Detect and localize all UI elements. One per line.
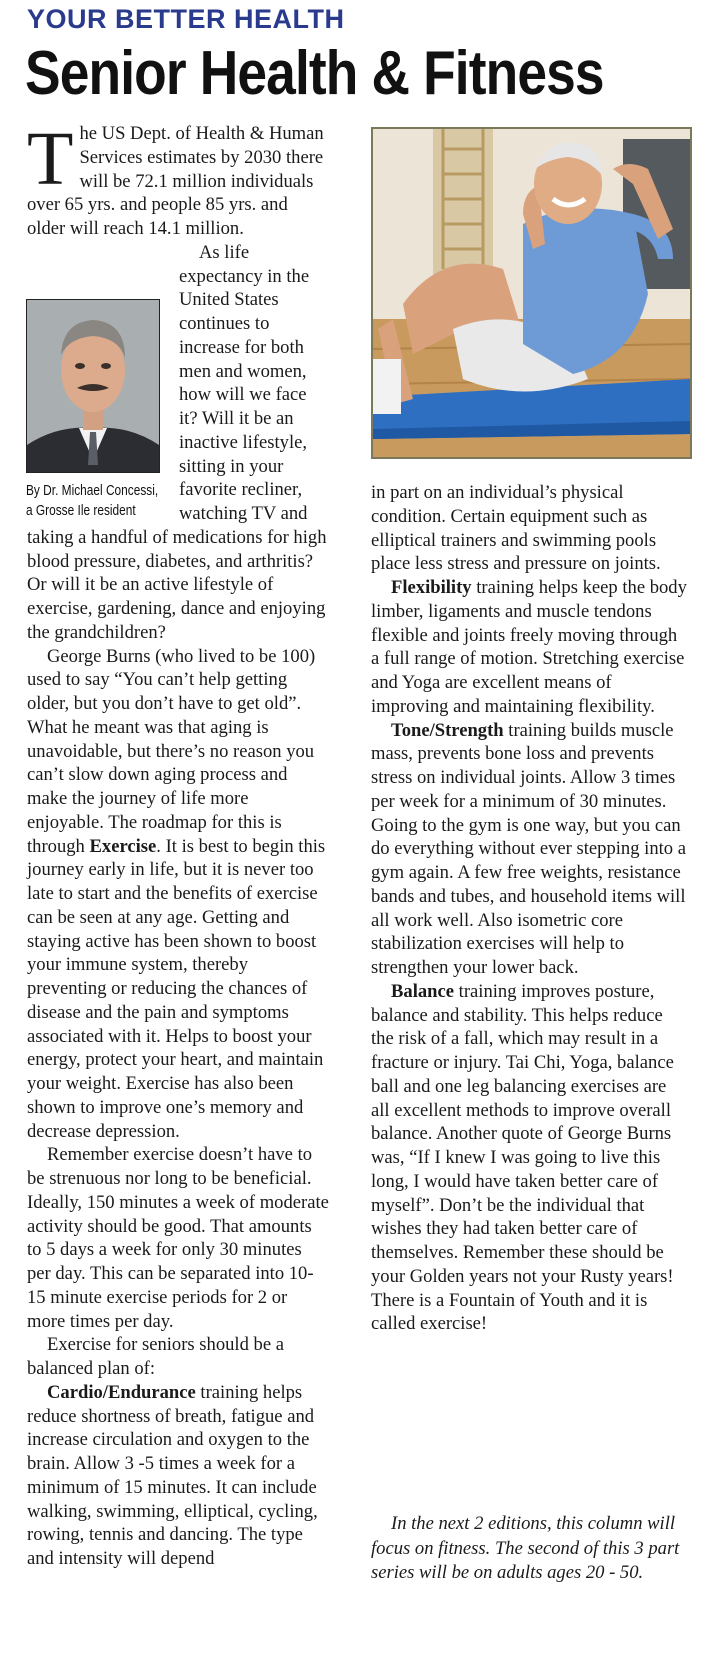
drop-cap: T (27, 117, 74, 201)
senior-situp-illustration (373, 129, 690, 457)
paragraph-life-expectancy: As life expectancy in the United States continues to increase for both men and women, how will we face it? Will it be an inactive lifestyle, sitting in your favorite recliner, watching TV and taking a handful of medications for high blood pressure, diabetes, and arthritis? Or will it be an active lifestyle of exercise, gardening, dance and enjoying the grandchildren? (27, 241, 327, 643)
paragraph-cardio (27, 1381, 329, 1571)
burns-text-start: George Burns (who lived to be 100) used to say “You can’t help getting older, but you don’t have to get old”. What he meant was that aging is unavoidable, but there’s no reason you can’t slow down aging process and make the journey of life more enjoyable. The roadmap for this is through (27, 645, 316, 857)
portrait-float-spacer (27, 241, 179, 524)
flexibility-bold: Flexibility (391, 577, 472, 598)
burns-text-end: . It is best to begin this journey early in life, but it is never too late to start and the benefits of exercise can be seen at any age. Getting and staying active has been shown to boost your immune system, thereby preventing or reducing the chances of disease and the pain and symptoms associated with it. Helps to boost your energy, protect your heart, and maintain your weight. Exercise has also been shown to improve one’s memory and decrease depression. (27, 835, 326, 1142)
article-column-1 (27, 117, 329, 1571)
paragraph-remember: Remember exercise doesn’t have to be strenuous nor long to be beneficial. Ideally, 150 minutes a week of moderate activity should be good. That amounts to 5 days a week for only 30 minutes per day. This can be separated into 10-15 minute exercise periods for 2 or more times per day. (27, 1144, 329, 1332)
byline-name: By Dr. Michael Concessi, (26, 483, 159, 499)
balance-text: training improves posture, balance and stability. This helps reduce the risk of a fall, which may result in a fracture or injury. Tai Chi, Yoga, balance ball and one leg balancing exercises are all excellent methods to improve overall balance. Another quote of George Burns was, “If I knew I was going to live this long, I would have taken better care of myself”. Don’t be the individual that wishes they had taken better care of themselves. Remember these should be your Golden years not your Rusty years! There is a Fountain of Youth and it is called exercise! (371, 980, 674, 1335)
paragraph-george-burns (27, 645, 329, 1144)
closing-note: In the next 2 editions, this column will focus on fitness. The second of this 3 part series will be on adults ages 20 - 50. (371, 1513, 680, 1583)
cardio-bold: Cardio/Endurance (47, 1381, 196, 1403)
paragraph-intro (27, 117, 329, 241)
article-headline: Senior Health & Fitness (25, 39, 604, 108)
section-kicker: YOUR BETTER HEALTH (27, 4, 345, 34)
tone-strength-text: training builds muscle mass, prevents bone loss and prevents stress on individual joints. Allow 3 times per week for a minimum of 30 minutes. Going to the gym is one way, but you can do everything without ever stepping into a gym again. A few free weights, resistance bands and tubes, and household items will all work well. Also isometric core stabilization exercises will help to strengthen your lower back. (371, 719, 686, 978)
byline-residence: a Grosse Ile resident (26, 503, 136, 519)
tone-strength-bold: Tone/Strength (391, 719, 504, 741)
cardio-text: training helps reduce shortness of breath, fatigue and increase circulation and oxygen to the brain. Allow 3 -5 times a week for a minimum of 15 minutes. It can include walking, swimming, elliptical, cycling, rowing, tennis and dancing. The type and intensity will depend (27, 1381, 318, 1569)
paragraph-balanced-plan: Exercise for seniors should be a balanced plan of: (27, 1334, 284, 1379)
balance-bold: Balance (391, 980, 455, 1002)
senior-exercise-photo (371, 127, 692, 459)
paragraph-flexibility (371, 576, 689, 719)
paragraph-balance (371, 980, 689, 1336)
paragraph-tone-strength (371, 719, 689, 980)
flexibility-text: training helps keep the body limber, ligaments and muscle tendons flexible and joints freely moving through a full range of motion. Stretching exercise and Yoga are excellent means of improving and maintaining flexibility. (371, 577, 687, 717)
exercise-bold: Exercise (89, 835, 157, 857)
article-column-2 (371, 481, 689, 1336)
paragraph-cardio-continued: in part on an individual’s physical condition. Certain equipment such as elliptical trainers and swimming pools place less stress and pressure on joints. (371, 482, 661, 575)
intro-text: he US Dept. of Health & Human Services estimates by 2030 there will be 72.1 million individuals over 65 yrs. and people 85 yrs. and older will reach 14.1 million. (27, 123, 324, 239)
